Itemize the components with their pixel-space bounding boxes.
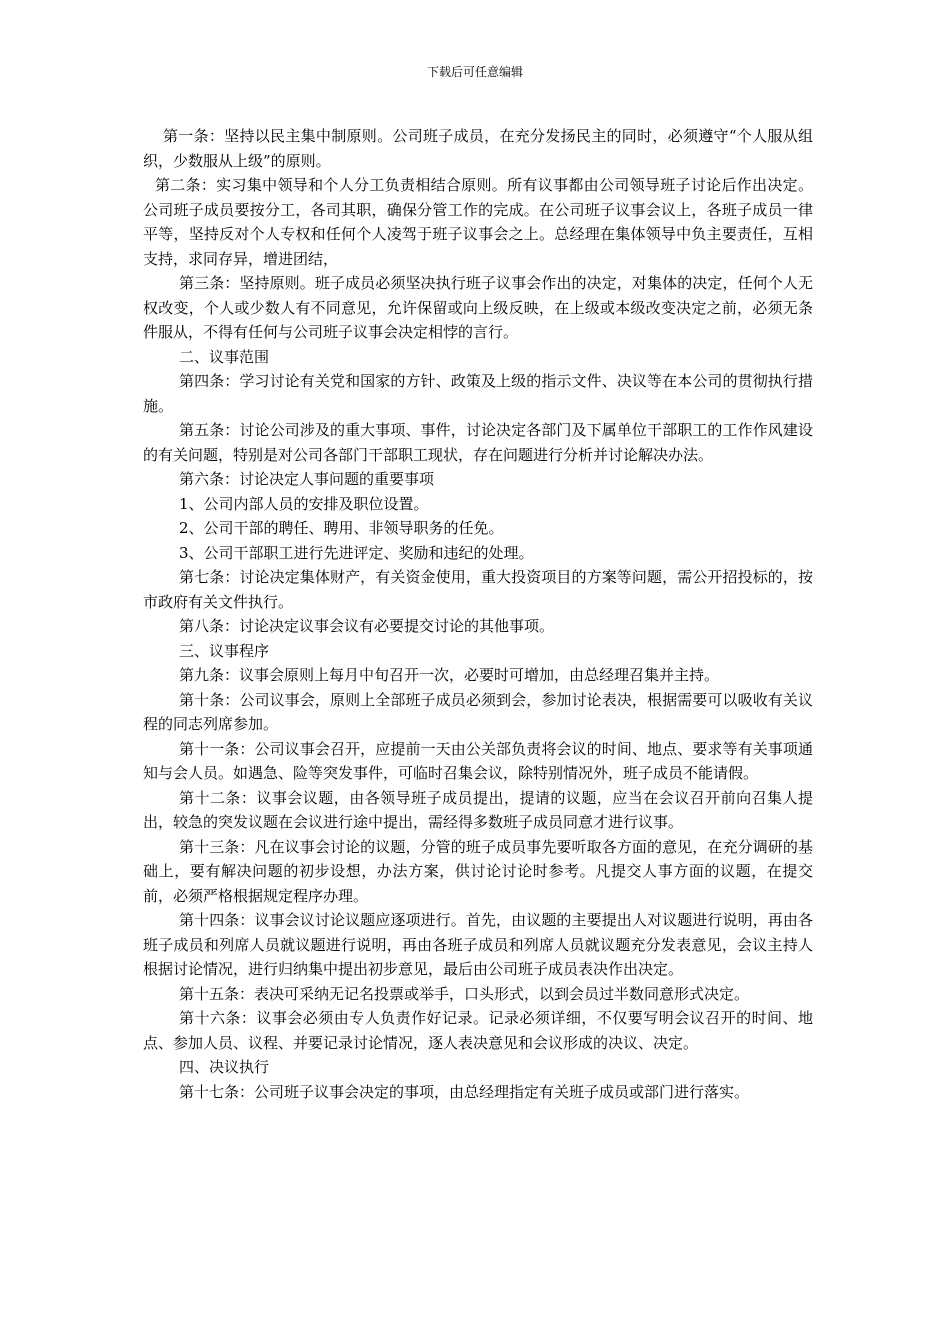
article-4: 第四条：学习讨论有关党和国家的方针、政策及上级的指示文件、决议等在本公司的贯彻执行措施。 xyxy=(143,372,813,415)
article-10: 第十条：公司议事会，原则上全部班子成员必须到会，参加讨论表决，根据需要可以吸收有关议程的同志列席参加。 xyxy=(143,690,813,733)
section-heading-3: 三、议事程序 xyxy=(179,641,270,660)
list-item-1: 1、公司内部人员的安排及职位设置。 xyxy=(179,494,429,513)
list-item-2: 2、公司干部的聘任、聘用、非领导职务的任免。 xyxy=(179,519,504,537)
article-1: 第一条：坚持以民主集中制原则。公司班子成员，在充分发扬民主的同时，必须遵守“个人服从组织，少数服从上级”的原则。 xyxy=(143,127,813,170)
article-3: 第三条：坚持原则。班子成员必须坚决执行班子议事会作出的决定，对集体的决定，任何个人无权改变，个人或少数人有不同意见，允许保留或向上级反映，在上级或本级改变决定之前，必须无条件服从，不得有任何与公司班子议事会决定相悖的言行。 xyxy=(143,274,813,341)
document-body xyxy=(143,124,813,1104)
page-header: 下载后可任意编辑 xyxy=(426,65,523,79)
article-15: 第十五条：表决可采纳无记名投票或举手，口头形式，以到会员过半数同意形式决定。 xyxy=(179,984,750,1003)
article-9: 第九条：议事会原则上每月中旬召开一次，必要时可增加，由总经理召集并主持。 xyxy=(179,666,720,684)
article-5: 第五条：讨论公司涉及的重大事项、事件，讨论决定各部门及下属单位干部职工的工作作风建设的有关问题，特别是对公司各部门干部职工现状，存在问题进行分析并讨论解决办法。 xyxy=(143,421,813,464)
article-2: 第二条：实习集中领导和个人分工负责相结合原则。所有议事都由公司领导班子讨论后作出决定。公司班子成员要按分工，各司其职，确保分管工作的完成。在公司班子议事会议上，各班子成员一律平等，坚持反对个人专权和任何个人凌驾于班子议事会之上。总经理在集体领导中负主要责任，互相支持，求同存异，增进团结， xyxy=(143,176,813,268)
article-17: 第十七条：公司班子议事会决定的事项，由总经理指定有关班子成员或部门进行落实。 xyxy=(179,1082,750,1101)
section-heading-4: 四、决议执行 xyxy=(179,1058,270,1076)
article-8: 第八条：讨论决定议事会议有必要提交讨论的其他事项。 xyxy=(179,617,555,635)
article-6: 第六条：讨论决定人事问题的重要事项 xyxy=(179,470,435,488)
article-13: 第十三条：凡在议事会讨论的议题，分管的班子成员事先要听取各方面的意见，在充分调研的基础上，要有解决问题的初步设想，办法方案，供讨论讨论时参考。凡提交人事方面的议题，在提交前，必须严格根据规定程序办理。 xyxy=(143,837,813,905)
article-16: 第十六条：议事会必须由专人负责作好记录。记录必须详细，不仅要写明会议召开的时间、地点、参加人员、议程、并要记录讨论情况，逐人表决意见和会议形成的决议、决定。 xyxy=(143,1009,813,1052)
article-11: 第十一条：公司议事会召开，应提前一天由公关部负责将会议的时间、地点、要求等有关事项通知与会人员。如遇急、险等突发事件，可临时召集会议，除特别情况外，班子成员不能请假。 xyxy=(143,739,813,782)
article-14: 第十四条：议事会议讨论议题应逐项进行。首先，由议题的主要提出人对议题进行说明，再由各班子成员和列席人员就议题进行说明，再由各班子成员和列席人员就议题充分发表意见，会议主持人根据讨论情况，进行归纳集中提出初步意见，最后由公司班子成员表决作出决定。 xyxy=(143,911,813,978)
list-item-3: 3、公司干部职工进行先进评定、奖励和违纪的处理。 xyxy=(179,543,534,562)
section-heading-2: 二、议事范围 xyxy=(179,347,270,366)
article-7: 第七条：讨论决定集体财产，有关资金使用，重大投资项目的方案等问题，需公开招投标的，按市政府有关文件执行。 xyxy=(143,568,813,611)
article-12: 第十二条：议事会议题，由各领导班子成员提出，提请的议题，应当在会议召开前向召集人提出，较急的突发议题在会议进行途中提出，需经得多数班子成员同意才进行议事。 xyxy=(143,788,813,831)
